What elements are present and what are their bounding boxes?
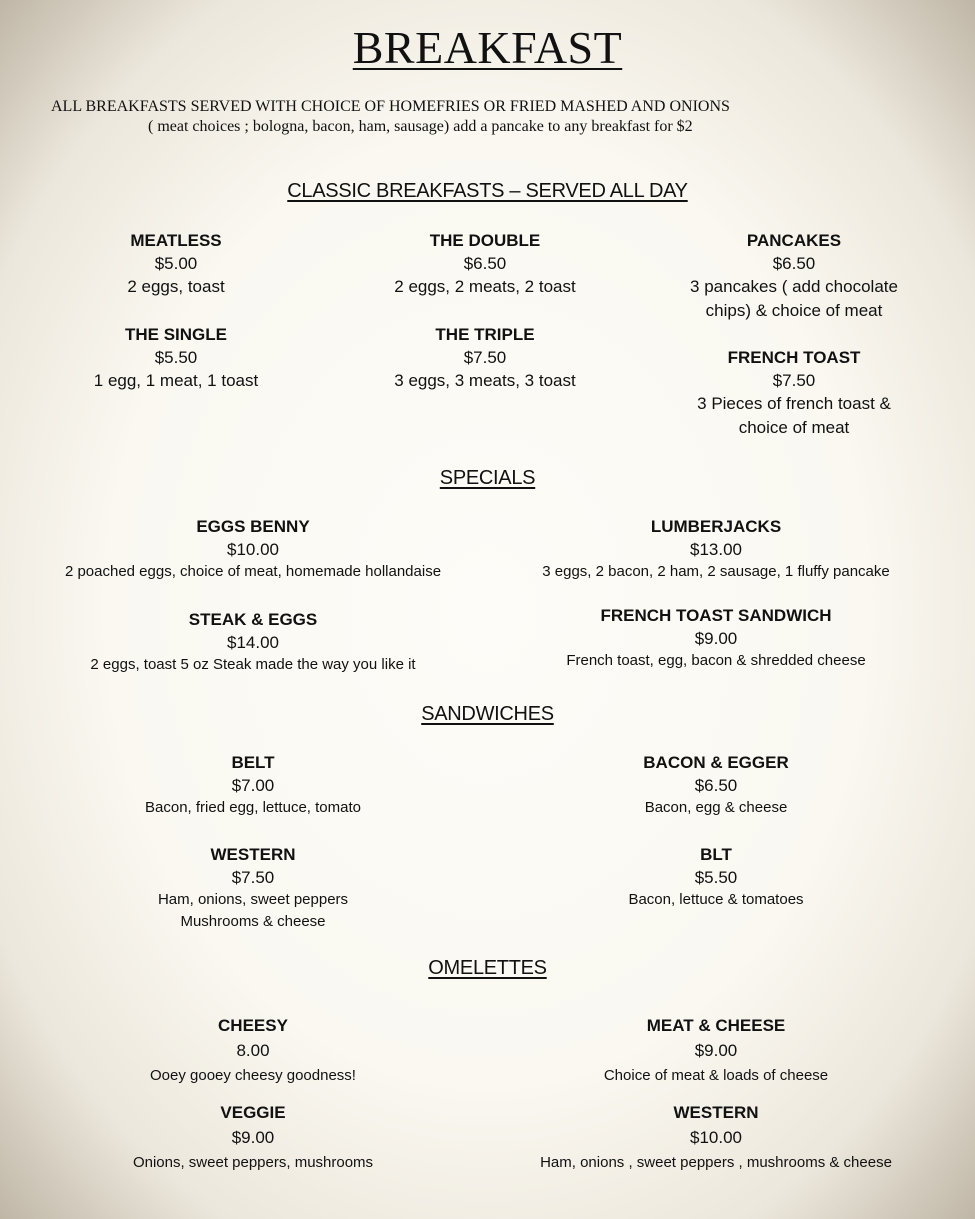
section-heading-classic: CLASSIC BREAKFASTS – SERVED ALL DAY xyxy=(287,180,688,202)
item-name: STEAK & EGGS xyxy=(188,610,318,629)
item-name: WESTERN xyxy=(673,1103,759,1122)
menu-item-eggs-benny xyxy=(30,515,476,583)
menu-item-blt xyxy=(493,843,939,911)
menu-item-french-toast-sandwich xyxy=(493,604,939,672)
item-description: choice of meat xyxy=(738,417,850,437)
item-description: chips) & choice of meat xyxy=(705,300,883,320)
item-price: $5.50 xyxy=(154,348,198,367)
item-description: Bacon, lettuce & tomatoes xyxy=(628,891,804,908)
item-name: LUMBERJACKS xyxy=(650,517,782,536)
menu-item-belt xyxy=(30,751,476,819)
item-price: $10.00 xyxy=(227,540,279,559)
item-description: Choice of meat & loads of cheese xyxy=(603,1067,829,1084)
item-name: CHEESY xyxy=(218,1016,288,1035)
item-description: Mushrooms & cheese xyxy=(180,913,326,930)
menu-item-meat-cheese xyxy=(493,1013,939,1088)
section-heading-sandwiches: SANDWICHES xyxy=(421,703,554,725)
item-name: BELT xyxy=(231,753,275,772)
item-description: 3 eggs, 3 meats, 3 toast xyxy=(394,371,576,390)
menu-item-cheesy xyxy=(30,1013,476,1088)
item-description: Ham, onions, sweet peppers xyxy=(157,891,349,908)
item-price: $5.50 xyxy=(694,868,738,887)
menu-item-the-triple xyxy=(335,323,635,393)
item-description: 1 egg, 1 meat, 1 toast xyxy=(93,371,259,390)
item-name: BLT xyxy=(700,845,732,864)
menu-item-lumberjacks xyxy=(493,515,939,583)
item-description: 2 eggs, toast xyxy=(127,277,225,296)
item-price: $10.00 xyxy=(690,1128,742,1147)
item-name: FRENCH TOAST xyxy=(727,348,861,367)
item-name: THE TRIPLE xyxy=(435,325,535,344)
item-name: BACON & EGGER xyxy=(643,753,789,772)
item-name: MEAT & CHEESE xyxy=(646,1016,786,1035)
item-price: $5.00 xyxy=(154,254,198,273)
item-name: MEATLESS xyxy=(130,231,222,250)
sides-note: ALL BREAKFASTS SERVED WITH CHOICE OF HOMEFRIES OR FRIED MASHED AND ONIONS xyxy=(51,98,730,115)
item-description: Bacon, fried egg, lettuce, tomato xyxy=(145,799,361,816)
section-heading-specials: SPECIALS xyxy=(439,467,536,489)
item-price: $9.00 xyxy=(694,629,738,648)
item-description: French toast, egg, bacon & shredded cheese xyxy=(566,652,866,669)
item-name: PANCAKES xyxy=(746,231,842,250)
item-name: THE DOUBLE xyxy=(429,231,541,250)
item-price: 8.00 xyxy=(236,1041,270,1060)
item-price: $9.00 xyxy=(694,1041,738,1060)
item-description: Bacon, egg & cheese xyxy=(644,799,788,816)
item-name: WESTERN xyxy=(210,845,296,864)
menu-item-bacon-egger xyxy=(493,751,939,819)
menu-item-pancakes xyxy=(644,229,944,322)
menu-item-french-toast xyxy=(644,346,944,439)
item-description: 2 poached eggs, choice of meat, homemade hollandaise xyxy=(64,563,442,580)
meat-choices-note: ( meat choices ; bologna, bacon, ham, sausage) add a pancake to any breakfast for $2 xyxy=(148,118,693,135)
item-name: VEGGIE xyxy=(220,1103,286,1122)
item-description: 3 eggs, 2 bacon, 2 ham, 2 sausage, 1 fluffy pancake xyxy=(542,563,890,580)
item-description: Onions, sweet peppers, mushrooms xyxy=(132,1154,374,1171)
item-price: $6.50 xyxy=(463,254,507,273)
item-price: $6.50 xyxy=(772,254,816,273)
item-description: Ham, onions , sweet peppers , mushrooms & cheese xyxy=(540,1154,892,1171)
item-description: 3 pancakes ( add chocolate xyxy=(690,277,898,296)
item-name: THE SINGLE xyxy=(124,325,227,344)
menu-item-the-double xyxy=(335,229,635,299)
item-price: $13.00 xyxy=(690,540,742,559)
menu-item-western-sandwich xyxy=(30,843,476,933)
item-price: $7.50 xyxy=(231,868,275,887)
item-price: $14.00 xyxy=(227,633,279,652)
menu-item-western-omelette xyxy=(493,1100,939,1175)
item-name: FRENCH TOAST SANDWICH xyxy=(600,606,832,625)
menu-item-veggie xyxy=(30,1100,476,1175)
item-price: $7.50 xyxy=(772,371,816,390)
menu-item-steak-eggs xyxy=(30,608,476,676)
item-price: $6.50 xyxy=(694,776,738,795)
item-description: 3 Pieces of french toast & xyxy=(697,394,891,413)
item-description: Ooey gooey cheesy goodness! xyxy=(150,1067,356,1084)
item-description: 2 eggs, 2 meats, 2 toast xyxy=(394,277,576,296)
item-price: $9.00 xyxy=(231,1128,275,1147)
item-description: 2 eggs, toast 5 oz Steak made the way you like it xyxy=(90,656,416,673)
menu-item-meatless xyxy=(26,229,326,299)
item-name: EGGS BENNY xyxy=(196,517,310,536)
menu-item-the-single xyxy=(26,323,326,393)
item-price: $7.50 xyxy=(463,348,507,367)
item-price: $7.00 xyxy=(231,776,275,795)
menu-title: BREAKFAST xyxy=(352,22,623,73)
section-heading-omelettes: OMELETTES xyxy=(428,957,547,979)
